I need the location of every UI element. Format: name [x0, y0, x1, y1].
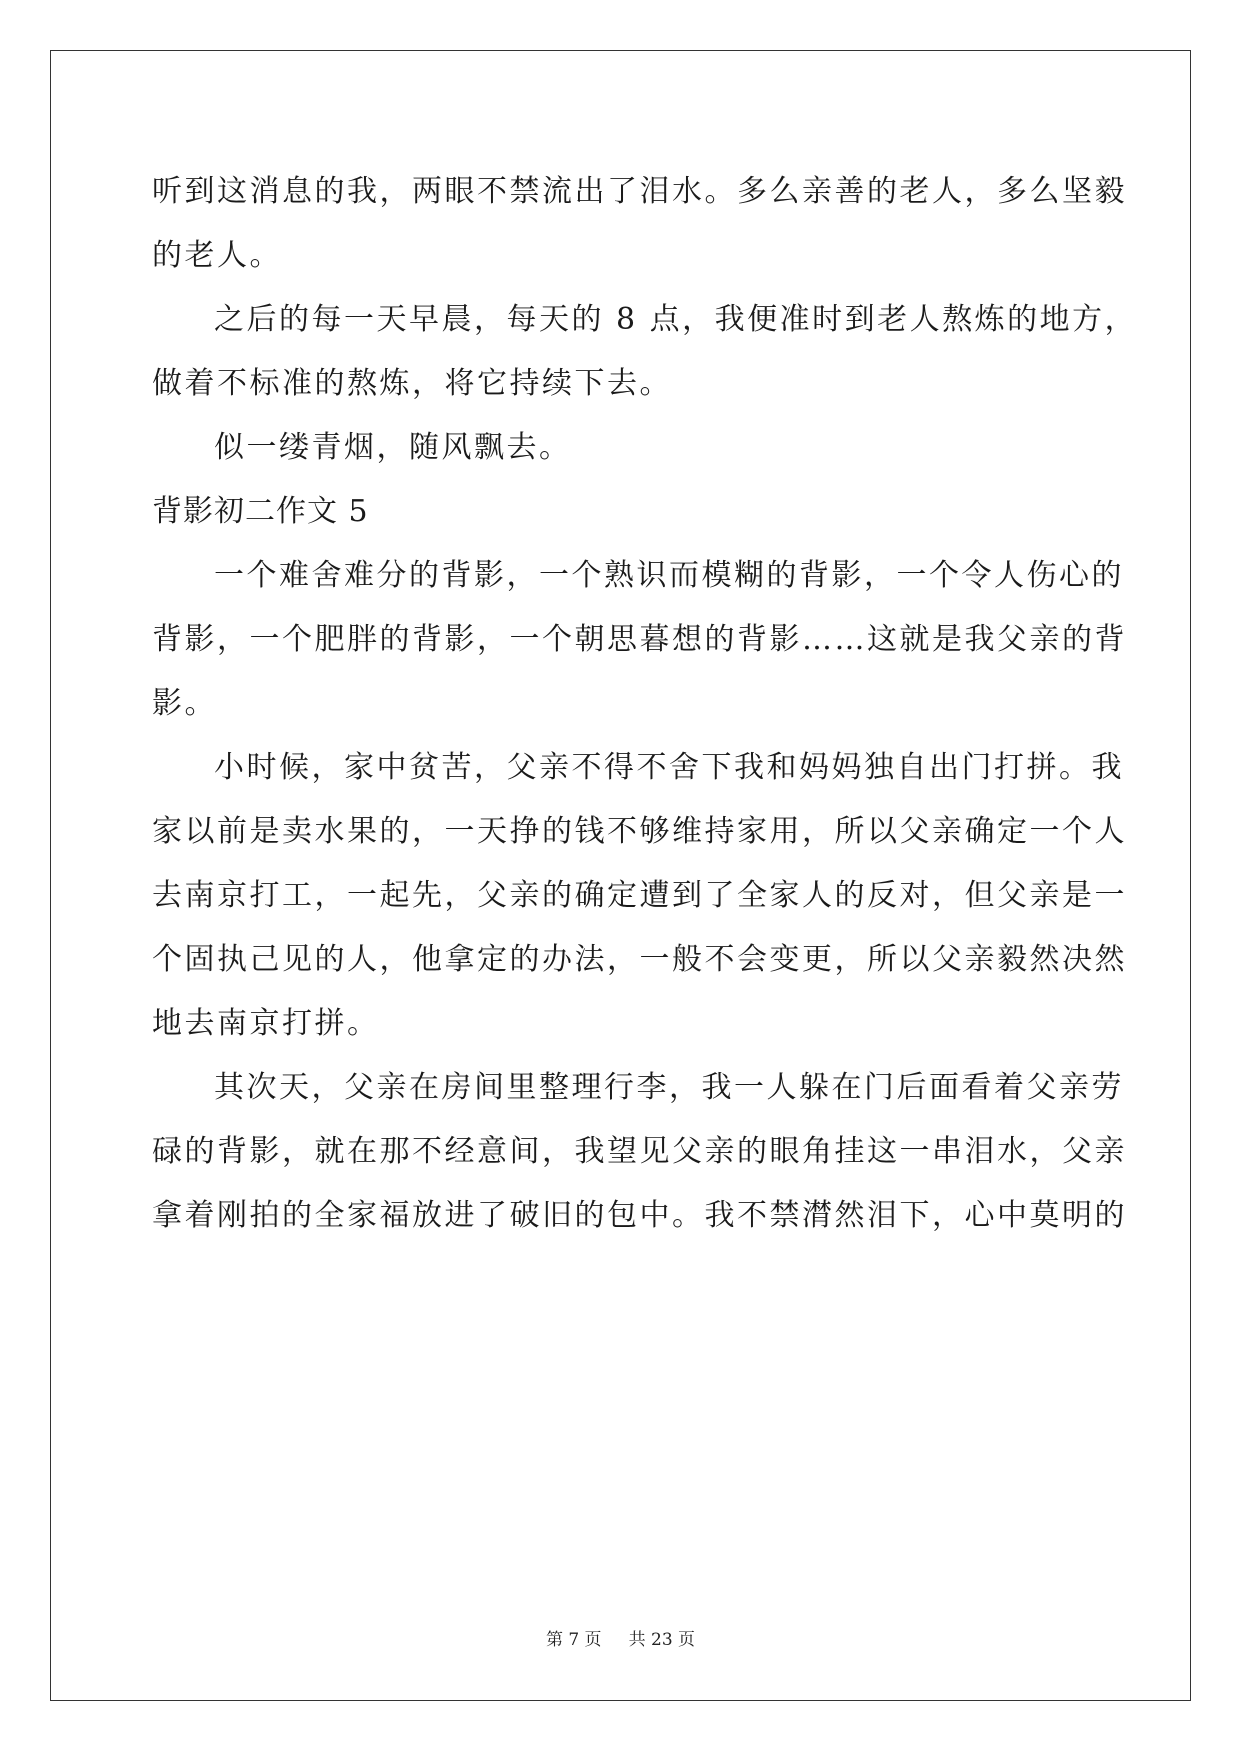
text-line: 家以前是卖水果的，一天挣的钱不够维持家用，所以父亲确定一个人: [152, 814, 1127, 849]
page-footer: [0, 1625, 1241, 1650]
text-line: 一个难舍难分的背影，一个熟识而模糊的背影，一个令人伤心的: [214, 558, 1124, 593]
text-line: 去南京打工，一起先，父亲的确定遭到了全家人的反对，但父亲是一: [152, 878, 1127, 913]
text-line: 听到这消息的我，两眼不禁流出了泪水。多么亲善的老人，多么坚毅: [152, 174, 1127, 209]
page-number: 第 7 页: [545, 1630, 602, 1650]
text-line: 小时候，家中贫苦，父亲不得不舍下我和妈妈独自出门打拼。我: [214, 750, 1124, 785]
text-line: 似一缕青烟，随风飘去。: [214, 430, 572, 465]
document-body: [152, 160, 1138, 1248]
text-line: 个固执己见的人，他拿定的办法，一般不会变更，所以父亲毅然决然: [152, 942, 1127, 977]
text-line: 其次天，父亲在房间里整理行李，我一人躲在门后面看着父亲劳: [214, 1070, 1124, 1105]
text-line: 的老人。: [152, 238, 282, 273]
section-heading: 背影初二作文 5: [152, 494, 369, 529]
text-line: 背影，一个肥胖的背影，一个朝思暮想的背影……这就是我父亲的背: [152, 622, 1127, 657]
text-line: 影。: [152, 686, 217, 721]
text-line: 做着不标准的熬炼，将它持续下去。: [152, 366, 672, 401]
text-line: 地去南京打拼。: [152, 1006, 380, 1041]
text-line: 碌的背影，就在那不经意间，我望见父亲的眼角挂这一串泪水，父亲: [152, 1134, 1127, 1169]
text-line: 之后的每一天早晨，每天的 8 点，我便准时到老人熬炼的地方，: [214, 302, 1138, 337]
page-total: 共 23 页: [628, 1630, 696, 1650]
text-line: 拿着刚拍的全家福放进了破旧的包中。我不禁潸然泪下，心中莫明的: [152, 1198, 1127, 1233]
